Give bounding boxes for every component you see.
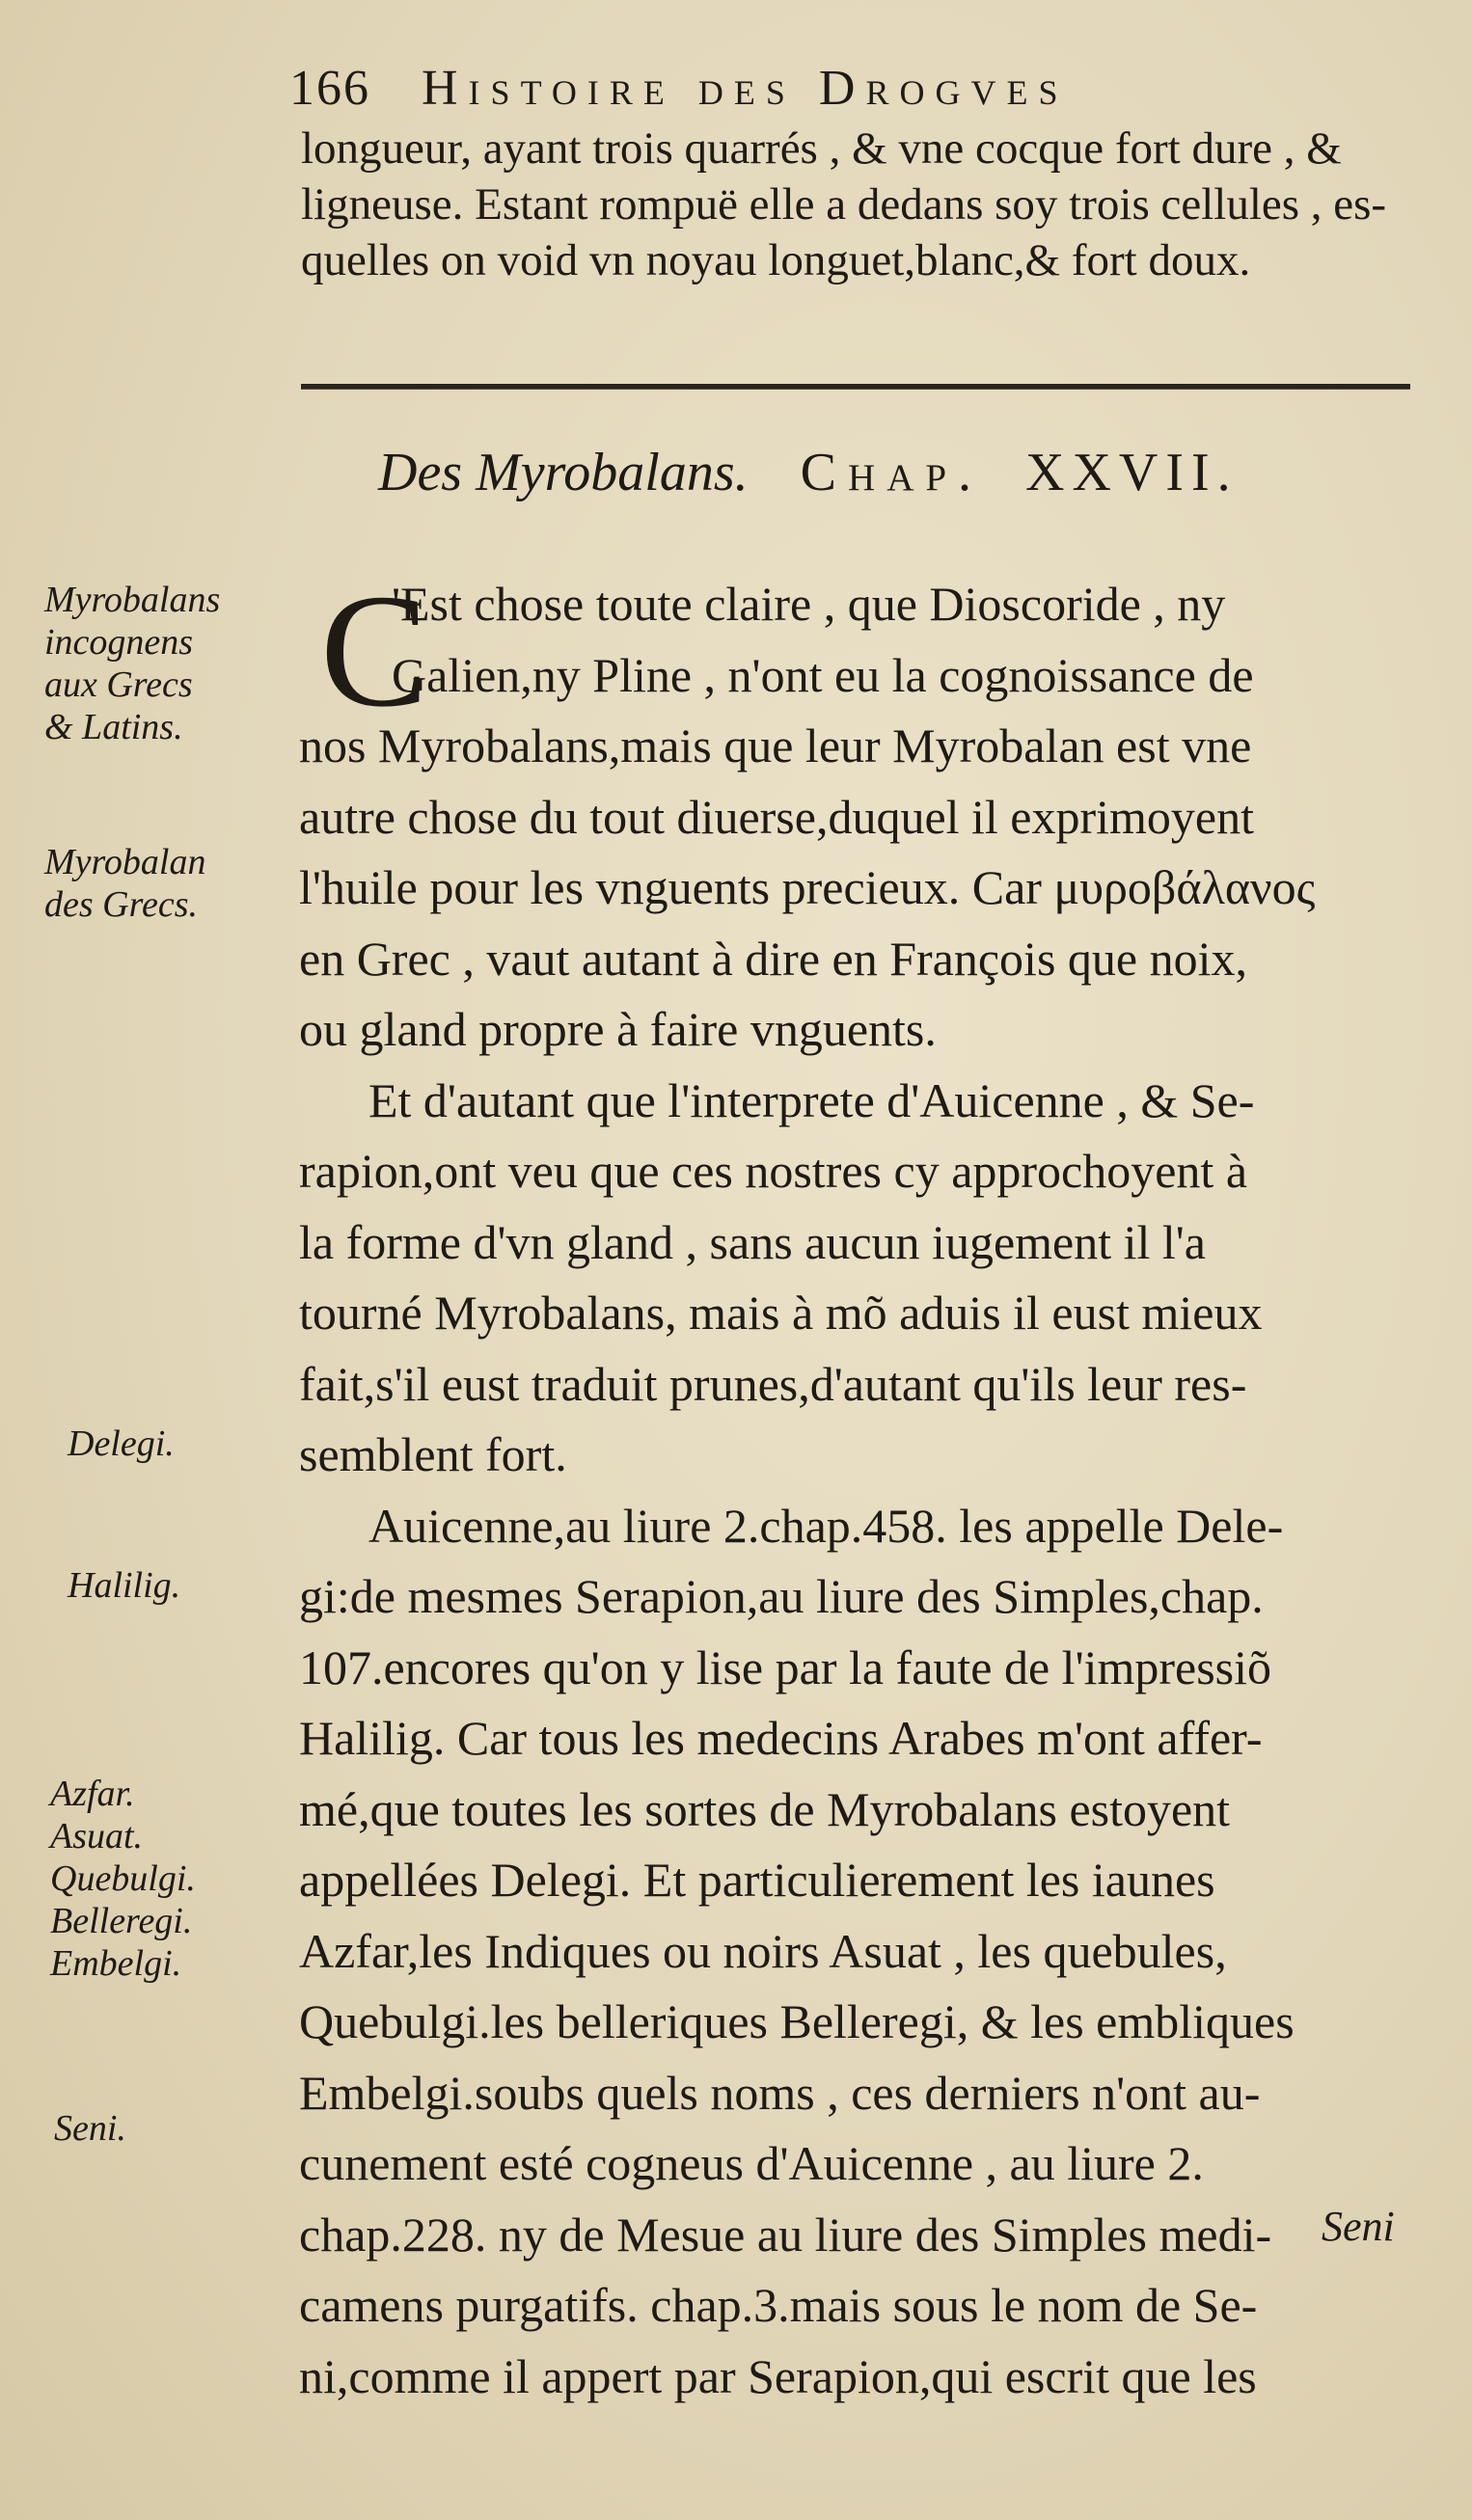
text-line: gi:de mesmes Serapion,au liure des Simples,chap. bbox=[299, 1569, 1264, 1623]
running-title: Histoire des Drogves bbox=[422, 61, 1069, 116]
text-line: autre chose du tout diuerse,duquel il exprimoyent bbox=[299, 789, 1255, 844]
margin-note bbox=[68, 1564, 309, 1607]
margin-line: Quebulgi. bbox=[50, 1858, 196, 1899]
margin-line: des Grecs. bbox=[44, 884, 198, 925]
text-line: Azfar,les Indiques ou noirs Asuat , les quebules, bbox=[299, 1923, 1227, 1978]
continuation-text bbox=[301, 121, 1420, 288]
text-line: Et d'autant que l'interprete d'Auicenne , & Se- bbox=[368, 1072, 1255, 1127]
text-line: nos Myrobalans,mais que leur Myrobalan est vne bbox=[299, 718, 1252, 772]
text-line: la forme d'vn gland , sans aucun iugement il l'a bbox=[299, 1214, 1206, 1269]
text-line: 'Est chose toute claire , que Dioscoride , ny bbox=[392, 577, 1226, 631]
margin-note bbox=[54, 2107, 295, 2150]
text-line: Auicenne,au liure 2.chap.458. les appelle Dele- bbox=[368, 1498, 1284, 1553]
chapter-body bbox=[299, 561, 1428, 2412]
text-line: chap.228. ny de Mesue au liure des Simples medi- bbox=[299, 2207, 1272, 2262]
margin-line: & Latins. bbox=[44, 707, 183, 747]
text-line: tourné Myrobalans, mais à mõ aduis il eust mieux bbox=[299, 1286, 1263, 1340]
margin-line: Myrobalans bbox=[44, 580, 221, 620]
chapter-word: Chap. bbox=[800, 443, 984, 502]
catchword: Seni bbox=[1322, 2203, 1395, 2250]
text-line: longueur, ayant trois quarrés , & vne cocque fort dure , & bbox=[301, 123, 1342, 174]
margin-line: Seni. bbox=[54, 2108, 126, 2149]
margin-line: incognens bbox=[44, 622, 194, 663]
text-line: en Grec , vaut autant à dire en François que noix, bbox=[299, 931, 1247, 986]
section-divider bbox=[301, 384, 1410, 390]
margin-line: Myrobalan bbox=[44, 842, 206, 882]
text-line: semblent fort. bbox=[299, 1427, 567, 1481]
margin-note bbox=[44, 841, 286, 926]
margin-note bbox=[68, 1423, 309, 1465]
text-line: cunement esté cogneus d'Auicenne , au liure 2. bbox=[299, 2136, 1204, 2190]
margin-line: aux Grecs bbox=[44, 664, 193, 705]
drop-cap: C bbox=[320, 561, 429, 741]
margin-line: Asuat. bbox=[50, 1816, 144, 1856]
text-line: Quebulgi.les belleriques Belleregi, & les embliques bbox=[299, 1994, 1295, 2048]
running-header bbox=[289, 60, 1428, 117]
chapter-number: XXVII. bbox=[1025, 443, 1239, 502]
text-line: camens purgatifs. chap.3.mais sous le nom de Se- bbox=[299, 2278, 1258, 2332]
text-line: Embelgi.soubs quels noms , ces derniers n'ont au- bbox=[299, 2065, 1261, 2120]
margin-line: Belleregi. bbox=[50, 1901, 193, 1941]
text-line: fait,s'il eust traduit prunes,d'autant qu'ils leur res- bbox=[299, 1356, 1247, 1411]
margin-line: Halilig. bbox=[68, 1565, 181, 1606]
text-line: ni,comme il appert par Serapion,qui escrit que les bbox=[299, 2348, 1257, 2403]
text-line: Halilig. Car tous les medecins Arabes m'ont affer- bbox=[299, 1711, 1263, 1765]
margin-line: Embelgi. bbox=[50, 1943, 182, 1984]
text-line: 107.encores qu'on y lise par la faute de l'impressiõ bbox=[299, 1639, 1272, 1694]
margin-note bbox=[44, 579, 286, 748]
text-line: mé,que toutes les sortes de Myrobalans estoyent bbox=[299, 1781, 1231, 1836]
chapter-title: Des Myrobalans. bbox=[378, 443, 749, 502]
margin-line: Azfar. bbox=[50, 1774, 135, 1814]
text-line: ou gland propre à faire vnguents. bbox=[299, 1002, 937, 1056]
chapter-heading bbox=[378, 442, 1420, 503]
margin-note bbox=[50, 1773, 291, 1985]
margin-line: Delegi. bbox=[68, 1423, 175, 1464]
page-number: 166 bbox=[289, 61, 370, 116]
text-line: quelles on void vn noyau longuet,blanc,& fort doux. bbox=[301, 235, 1251, 285]
text-line: ligneuse. Estant rompuë elle a dedans soy trois cellules , es- bbox=[301, 179, 1387, 230]
text-line: Galien,ny Pline , n'ont eu la cognoissance de bbox=[392, 647, 1254, 702]
text-line: l'huile pour les vnguents precieux. Car μυροβάλανος bbox=[299, 860, 1316, 914]
text-line: appellées Delegi. Et particulierement les iaunes bbox=[299, 1853, 1215, 1907]
text-line: rapion,ont veu que ces nostres cy approchoyent à bbox=[299, 1144, 1248, 1198]
